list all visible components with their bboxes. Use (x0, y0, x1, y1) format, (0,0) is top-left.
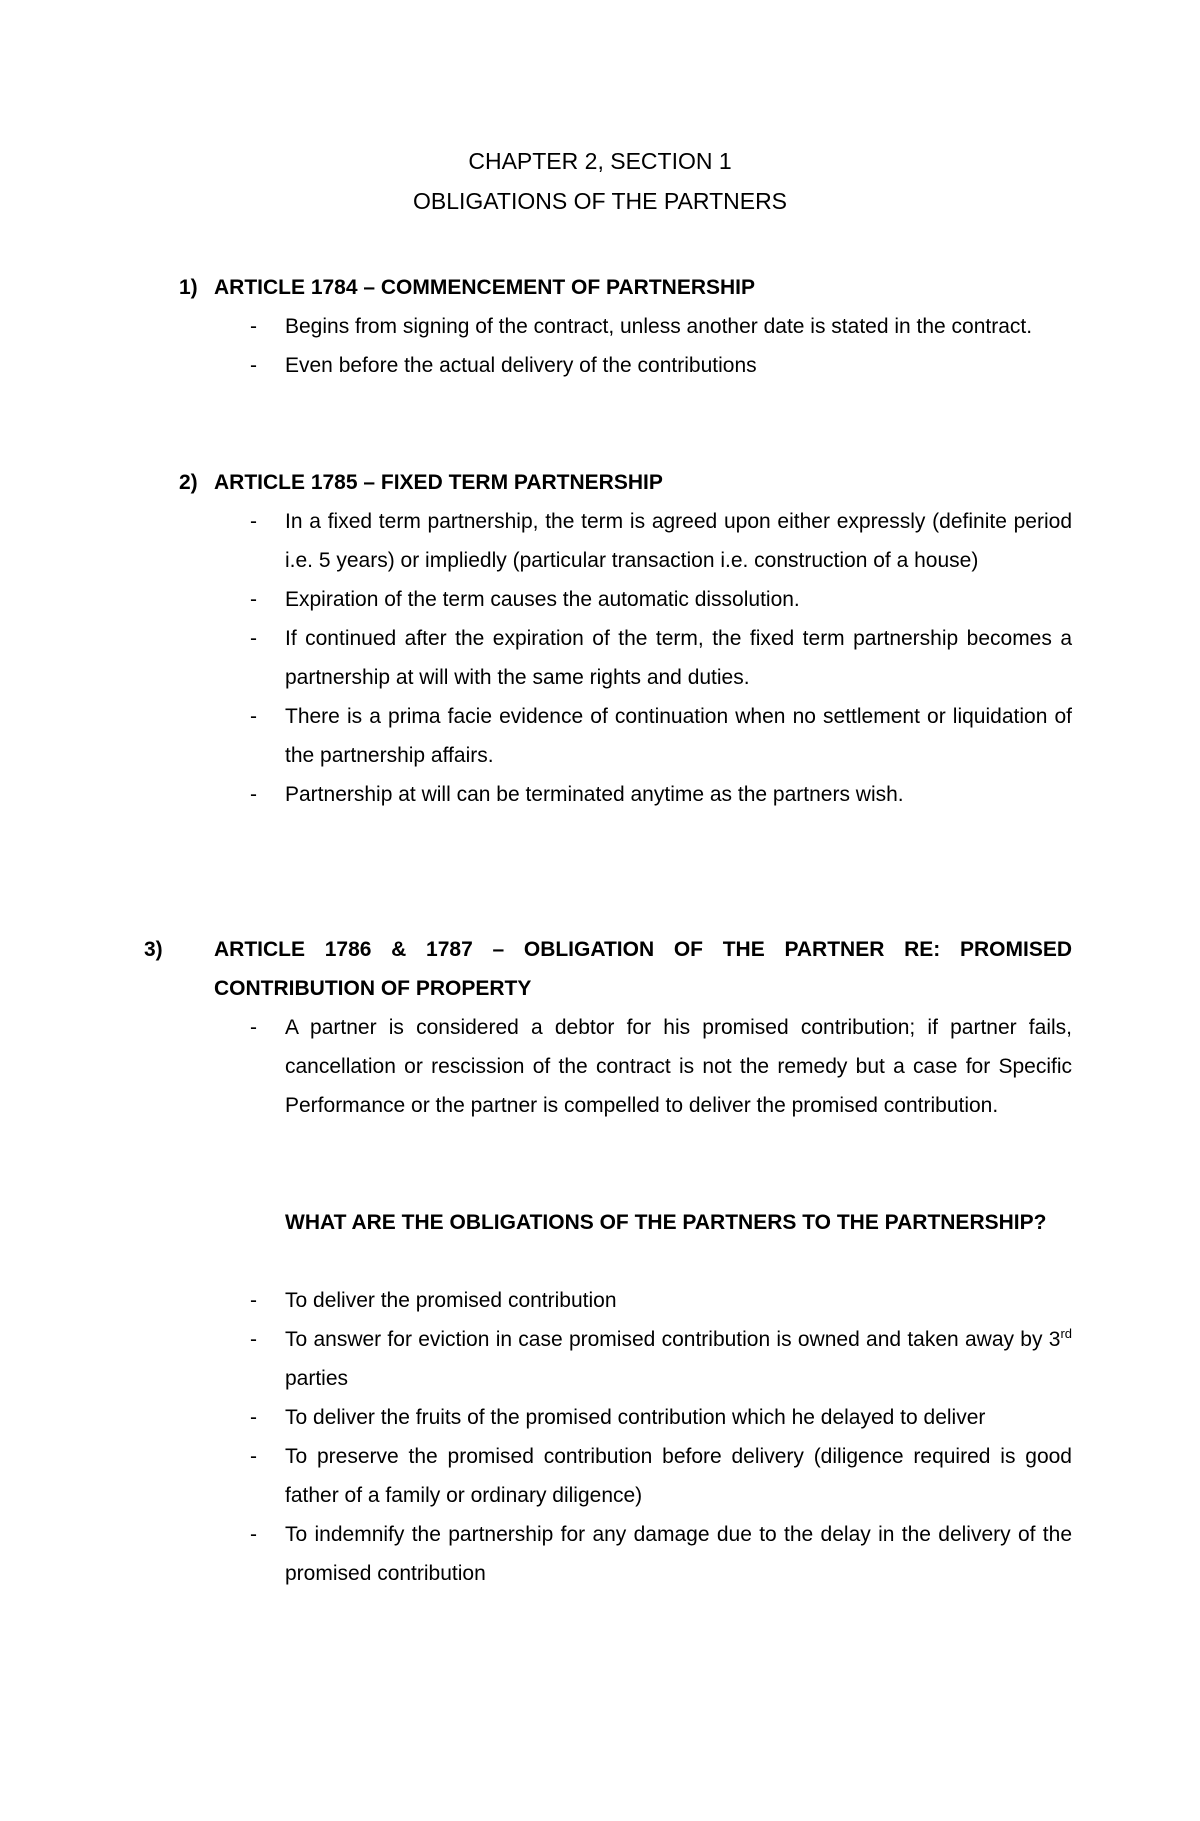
list-item (250, 346, 1072, 385)
section-number: 2) (179, 471, 198, 494)
list-item-text-tail: parties (285, 1367, 349, 1390)
list-item (250, 1281, 1072, 1320)
list-item-text: There is a prima facie evidence of continuation when no settlement or liquidation of the partnership affairs. (285, 705, 1072, 767)
list-item-text: To deliver the promised contribution (285, 1289, 617, 1312)
obligations-list (250, 1281, 1072, 1593)
list-item-text: If continued after the expiration of the term, the fixed term partnership becomes a partnership at will with the same rights and duties. (285, 627, 1072, 689)
heading-text: ARTICLE 1785 – FIXED TERM PARTNERSHIP (214, 471, 663, 494)
dash-marker: - (250, 315, 257, 338)
list-item (250, 697, 1072, 775)
ordinal-suffix: rd (1060, 1326, 1072, 1341)
chapter-title: CHAPTER 2, SECTION 1 (468, 148, 732, 174)
list-item (250, 580, 1072, 619)
dash-marker: - (250, 510, 257, 533)
section-number: 3) (144, 938, 163, 961)
list-item (250, 619, 1072, 697)
list-item (250, 1437, 1072, 1515)
list-item (250, 307, 1072, 346)
dash-marker: - (250, 1328, 257, 1351)
dash-marker: - (250, 354, 257, 377)
article-1785-heading (179, 463, 1072, 502)
list-item-text: To deliver the fruits of the promised contribution which he delayed to deliver (285, 1406, 986, 1429)
dash-marker: - (250, 1289, 257, 1312)
article-1785-list (250, 502, 1072, 814)
list-item-text: Even before the actual delivery of the contributions (285, 354, 757, 377)
dash-marker: - (250, 783, 257, 806)
heading-text: ARTICLE 1786 & 1787 – OBLIGATION OF THE PARTNER RE: PROMISED CONTRIBUTION OF PROPERTY (214, 938, 1072, 1000)
list-item-text: In a fixed term partnership, the term is agreed upon either expressly (definite period i.e. 5 years) or impliedly (particular transaction i.e. construction of a house) (285, 510, 1072, 572)
list-item (250, 775, 1072, 814)
list-item (250, 1515, 1072, 1593)
dash-marker: - (250, 1523, 257, 1546)
list-item-text: To preserve the promised contribution before delivery (diligence required is good father of a family or ordinary diligence) (285, 1445, 1072, 1507)
dash-marker: - (250, 627, 257, 650)
list-item-text: Expiration of the term causes the automatic dissolution. (285, 588, 800, 611)
list-item-text: Begins from signing of the contract, unless another date is stated in the contract. (285, 315, 1033, 338)
list-item-text: A partner is considered a debtor for his promised contribution; if partner fails, cancellation or rescission of the contract is not the remedy but a case for Specific Performance or the partner is compelled to deliver the promised contribution. (285, 1016, 1072, 1117)
article-1786-1787-heading (144, 930, 1072, 1008)
list-item-text: To answer for eviction in case promised contribution is owned and taken away by 3 (285, 1328, 1061, 1351)
dash-marker: - (250, 1445, 257, 1468)
article-1784-list (250, 307, 1072, 385)
dash-marker: - (250, 588, 257, 611)
heading-text: ARTICLE 1784 – COMMENCEMENT OF PARTNERSHIP (214, 276, 756, 299)
dash-marker: - (250, 1406, 257, 1429)
list-item-text: To indemnify the partnership for any damage due to the delay in the delivery of the promised contribution (285, 1523, 1072, 1585)
dash-marker: - (250, 1016, 257, 1039)
article-1784-heading (179, 268, 1072, 307)
list-item (250, 1320, 1072, 1398)
dash-marker: - (250, 705, 257, 728)
list-item-text: Partnership at will can be terminated anytime as the partners wish. (285, 783, 904, 806)
list-item (250, 1398, 1072, 1437)
list-item (250, 1008, 1072, 1125)
article-1786-1787-list (250, 1008, 1072, 1125)
obligations-question: WHAT ARE THE OBLIGATIONS OF THE PARTNERS TO THE PARTNERSHIP? (285, 1211, 1047, 1234)
section-number: 1) (179, 276, 198, 299)
list-item (250, 502, 1072, 580)
section-title: OBLIGATIONS OF THE PARTNERS (412, 188, 788, 214)
